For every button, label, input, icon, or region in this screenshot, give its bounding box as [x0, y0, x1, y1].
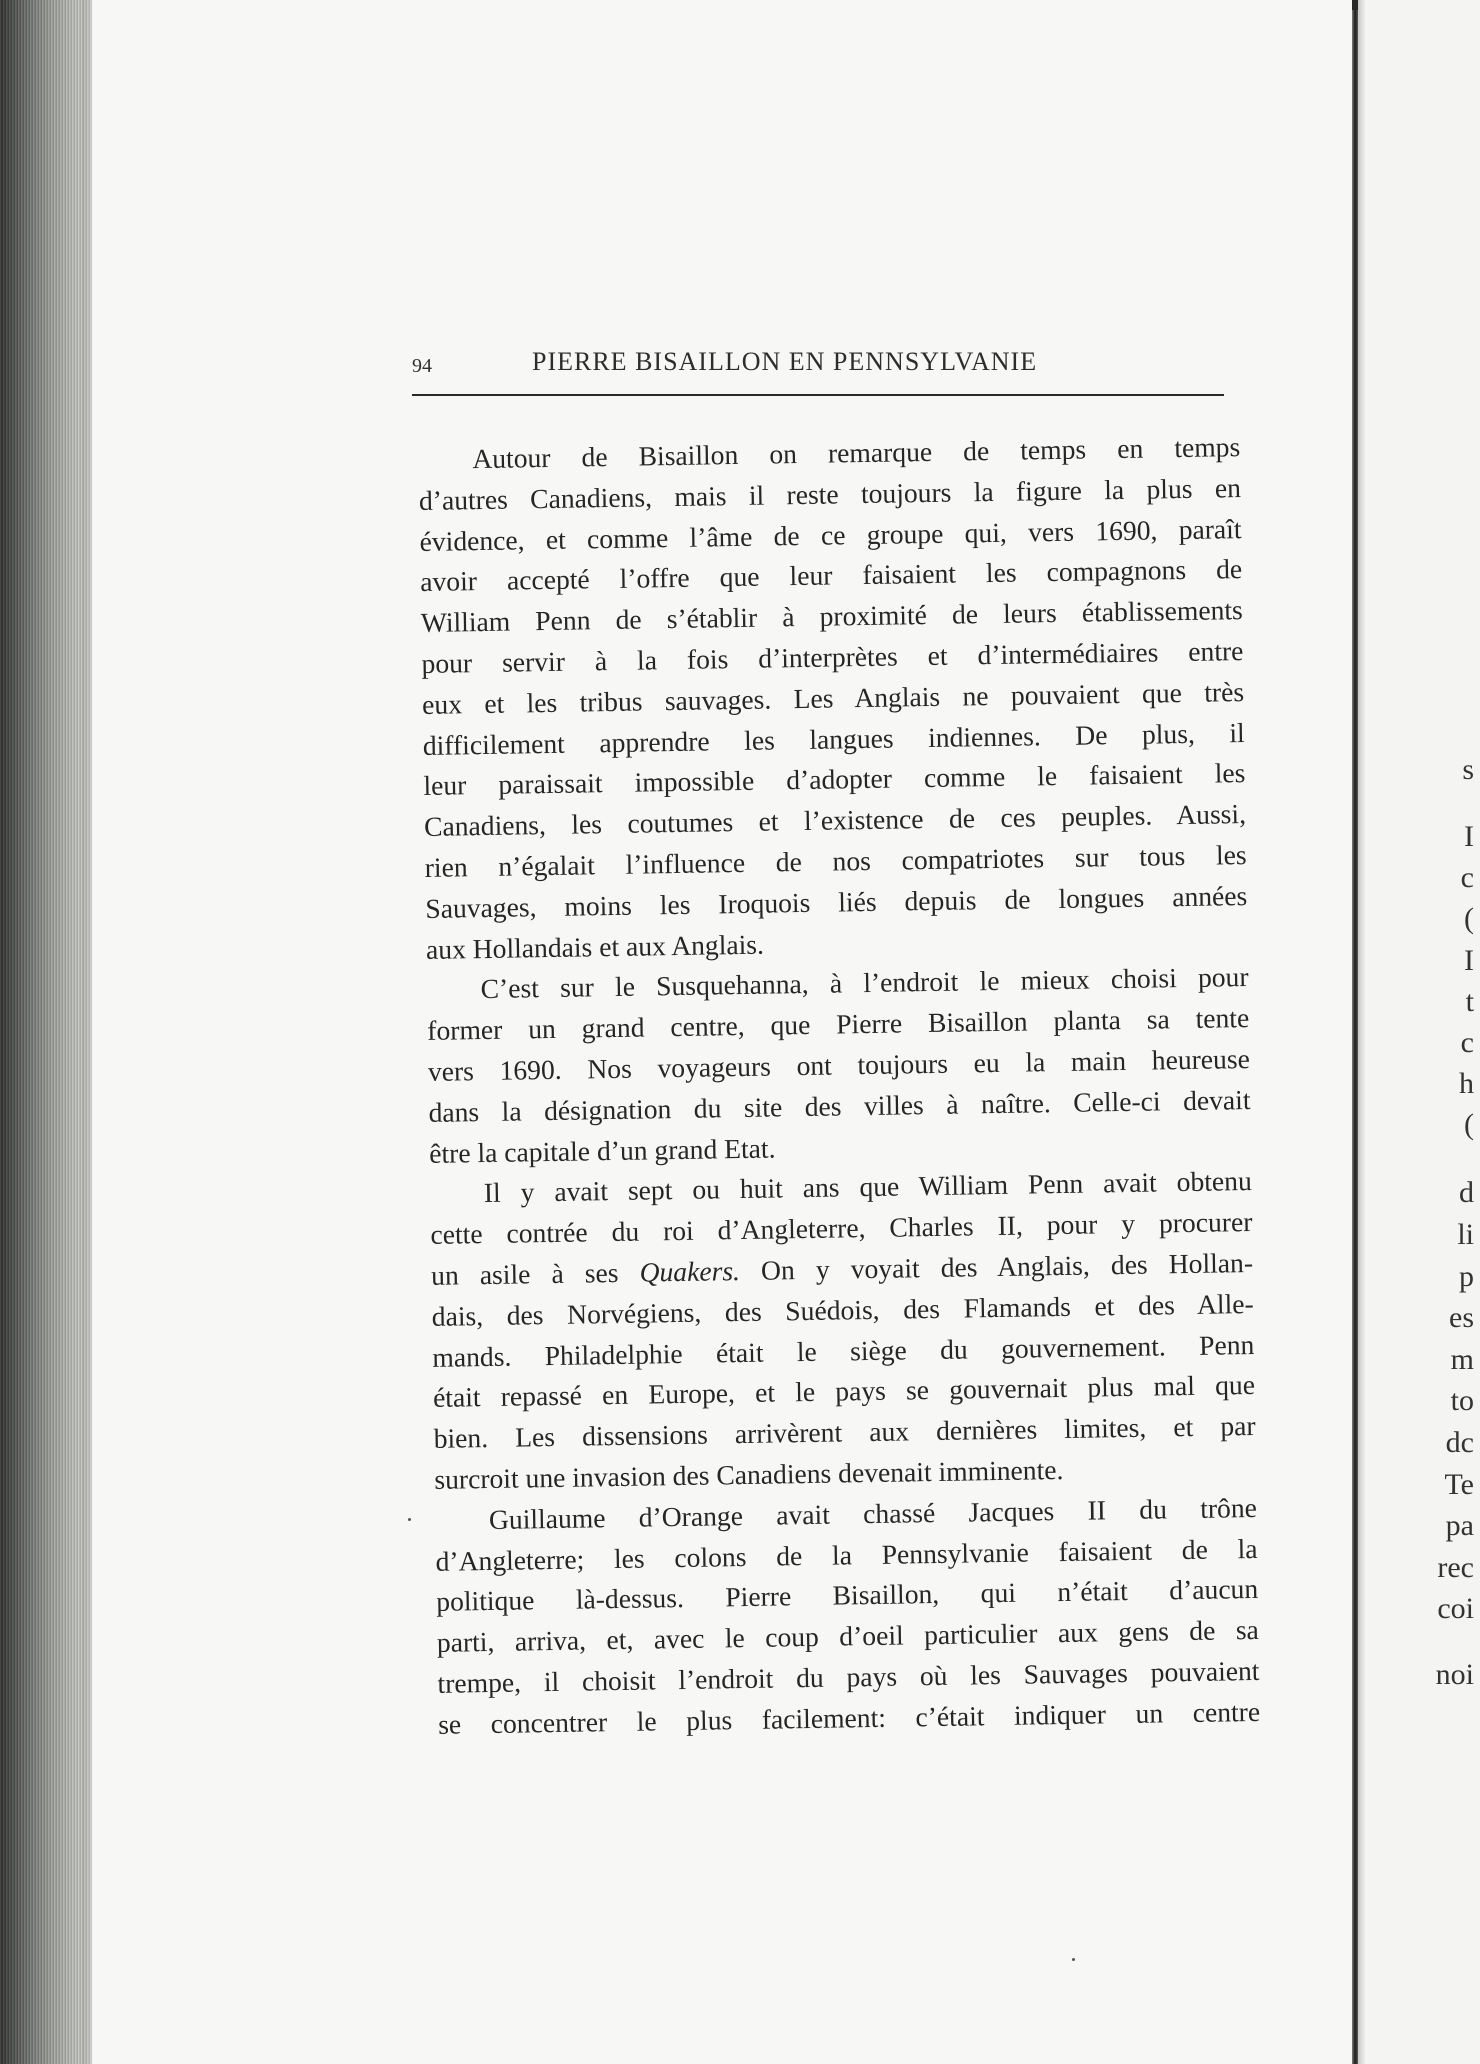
text-line: difficilement apprendre les langues indiennes. De plus, il [422, 716, 1245, 761]
facing-page-fragment: p [1459, 1260, 1474, 1293]
facing-page-fragment: I [1464, 944, 1474, 977]
facing-page-fragment: ( [1464, 1108, 1474, 1141]
facing-page-fragment: dc [1445, 1426, 1474, 1459]
facing-page-fragment: c [1460, 1026, 1474, 1059]
facing-page-fragment: rec [1437, 1551, 1474, 1584]
text-line: être la capitale d’un grand Etat. [428, 1132, 776, 1169]
facing-page-fragment: to [1450, 1384, 1474, 1417]
book-page-edges [0, 0, 92, 2064]
text-line: avoir accepté l’offre que leur faisaient les compagnons de [419, 553, 1243, 598]
text-line: aux Hollandais et aux Anglais. [425, 928, 765, 965]
text-line: était repassé en Europe, et le pays se gouvernait plus mal que [432, 1369, 1256, 1414]
text-line: bien. Les dissensions arrivèrent aux dernières limites, et par [433, 1410, 1256, 1454]
text-line: se concentrer le plus facilement: c’était indiquer un centre [437, 1695, 1261, 1740]
italic-term: Quakers. [639, 1254, 741, 1288]
facing-page-fragment: s [1462, 753, 1474, 786]
facing-page-fragment: m [1450, 1343, 1474, 1376]
text-line: eux et les tribus sauvages. Les Anglais ne pouvaient que très [421, 675, 1245, 720]
page-number: 94 [412, 355, 432, 377]
header-rule [412, 394, 1224, 396]
facing-page-fragment: c [1460, 861, 1474, 894]
text-line: leur paraissait impossible d’adopter comme le faisaient les [423, 757, 1246, 802]
text-line: politique là-dessus. Pierre Bisaillon, qui n’était d’aucun [436, 1573, 1259, 1618]
text-line: Il y avait sept ou huit ans que William Penn avait obtenu [483, 1165, 1252, 1209]
body-text [418, 427, 1260, 1745]
text-line: William Penn de s’établir à proximité de leurs établissements [420, 594, 1244, 639]
running-title: PIERRE BISAILLON EN PENNSYLVANIE [532, 347, 1038, 376]
text-line: rien n’égalait l’influence de nos compatriotes sur tous les [424, 839, 1247, 883]
facing-page-fragment: I [1464, 820, 1474, 853]
text-line: pour servir à la fois d’interprètes et d’intermédiaires entre [421, 635, 1244, 679]
text-line: évidence, et comme l’âme de ce groupe qui, vers 1690, paraît [419, 512, 1242, 557]
facing-page-fragment: t [1465, 985, 1474, 1018]
facing-page-fragment: d [1459, 1176, 1474, 1209]
ink-speck [1072, 1958, 1075, 1961]
page-header [412, 347, 1224, 407]
text-line: d’autres Canadiens, mais il reste toujours la figure la plus en [418, 471, 1242, 516]
text-line: Autour de Bisaillon on remarque de temps en temps [472, 431, 1241, 475]
facing-page-fragment: es [1449, 1301, 1474, 1334]
text-line: dans la désignation du site des villes à naître. Celle-ci devait [428, 1083, 1251, 1128]
text-line: cette contrée du roi d’Angleterre, Charles II, pour y procurer [430, 1206, 1253, 1251]
facing-page-fragment: noi [1435, 1658, 1474, 1691]
facing-page-fragment: Te [1444, 1468, 1474, 1501]
ink-speck [408, 1518, 411, 1521]
facing-page-fragment: pa [1445, 1509, 1474, 1542]
text-line: vers 1690. Nos voyageurs ont toujours eu la main heureuse [427, 1042, 1251, 1087]
text-line: d’Angleterre; les colons de la Pennsylvanie faisaient de la [435, 1532, 1258, 1577]
facing-page-fragment: coi [1437, 1592, 1474, 1625]
text-segment: On y voyait des Anglais, des Hollan- [739, 1246, 1254, 1286]
text-line: dais, des Norvégiens, des Suédois, des Flamands et des Alle- [431, 1287, 1254, 1332]
text-line: C’est sur le Susquehanna, à l’endroit le mieux choisi pour [480, 961, 1249, 1005]
text-line: trempe, il choisit l’endroit du pays où les Sauvages pouvaient [437, 1654, 1260, 1699]
facing-page-fragment: ( [1464, 902, 1474, 935]
text-line: Guillaume d’Orange avait chassé Jacques II du trône [488, 1491, 1258, 1535]
facing-page-fragment: h [1459, 1067, 1474, 1100]
text-line: surcroit une invasion des Canadiens devenait imminente. [434, 1453, 1064, 1495]
facing-page-fragment: li [1457, 1218, 1474, 1251]
text-line: mands. Philadelphie était le siège du gouvernement. Penn [432, 1328, 1255, 1373]
text-line: former un grand centre, que Pierre Bisaillon planta sa tente [427, 1002, 1250, 1047]
text-segment: un asile à ses [430, 1256, 640, 1291]
text-line: Canadiens, les coutumes et l’existence de ces peuples. Aussi, [423, 798, 1247, 843]
text-line: Sauvages, moins les Iroquois liés depuis de longues années [425, 879, 1248, 924]
text-line: parti, arriva, et, avec le coup d’oeil particulier aux gens de sa [436, 1614, 1260, 1658]
